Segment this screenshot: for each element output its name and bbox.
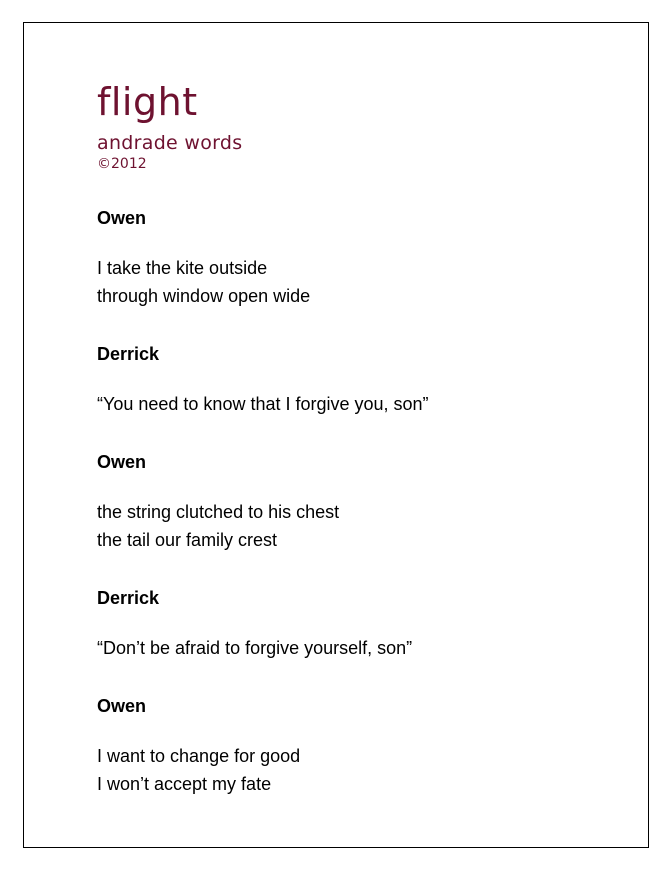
speaker-name: Owen <box>97 696 147 716</box>
poem-line: “You need to know that I forgive you, son” <box>97 394 429 414</box>
poem-body <box>97 206 617 830</box>
stanza-lines <box>97 390 617 418</box>
document-page <box>23 22 649 848</box>
stanza <box>97 586 617 662</box>
poem-line: the tail our family crest <box>97 530 278 550</box>
document-header <box>97 79 243 173</box>
speaker-name: Derrick <box>97 588 160 608</box>
poem-line: I take the kite outside <box>97 258 268 278</box>
speaker-name: Owen <box>97 452 147 472</box>
copyright-notice: ©2012 <box>97 156 147 172</box>
poem-line: I won’t accept my fate <box>97 774 272 794</box>
poem-line: through window open wide <box>97 286 311 306</box>
stanza <box>97 450 617 554</box>
author-name: andrade words <box>97 132 243 154</box>
poem-line: “Don’t be afraid to forgive yourself, son” <box>97 638 413 658</box>
poem-line: I want to change for good <box>97 746 301 766</box>
stanza-lines <box>97 634 617 662</box>
speaker-name: Owen <box>97 208 147 228</box>
stanza-lines <box>97 742 617 798</box>
stanza-lines <box>97 498 617 554</box>
stanza <box>97 694 617 798</box>
speaker-name: Derrick <box>97 344 160 364</box>
poem-title: flight <box>97 80 198 124</box>
stanza <box>97 206 617 310</box>
stanza-lines <box>97 254 617 310</box>
poem-line: the string clutched to his chest <box>97 502 340 522</box>
stanza <box>97 342 617 418</box>
